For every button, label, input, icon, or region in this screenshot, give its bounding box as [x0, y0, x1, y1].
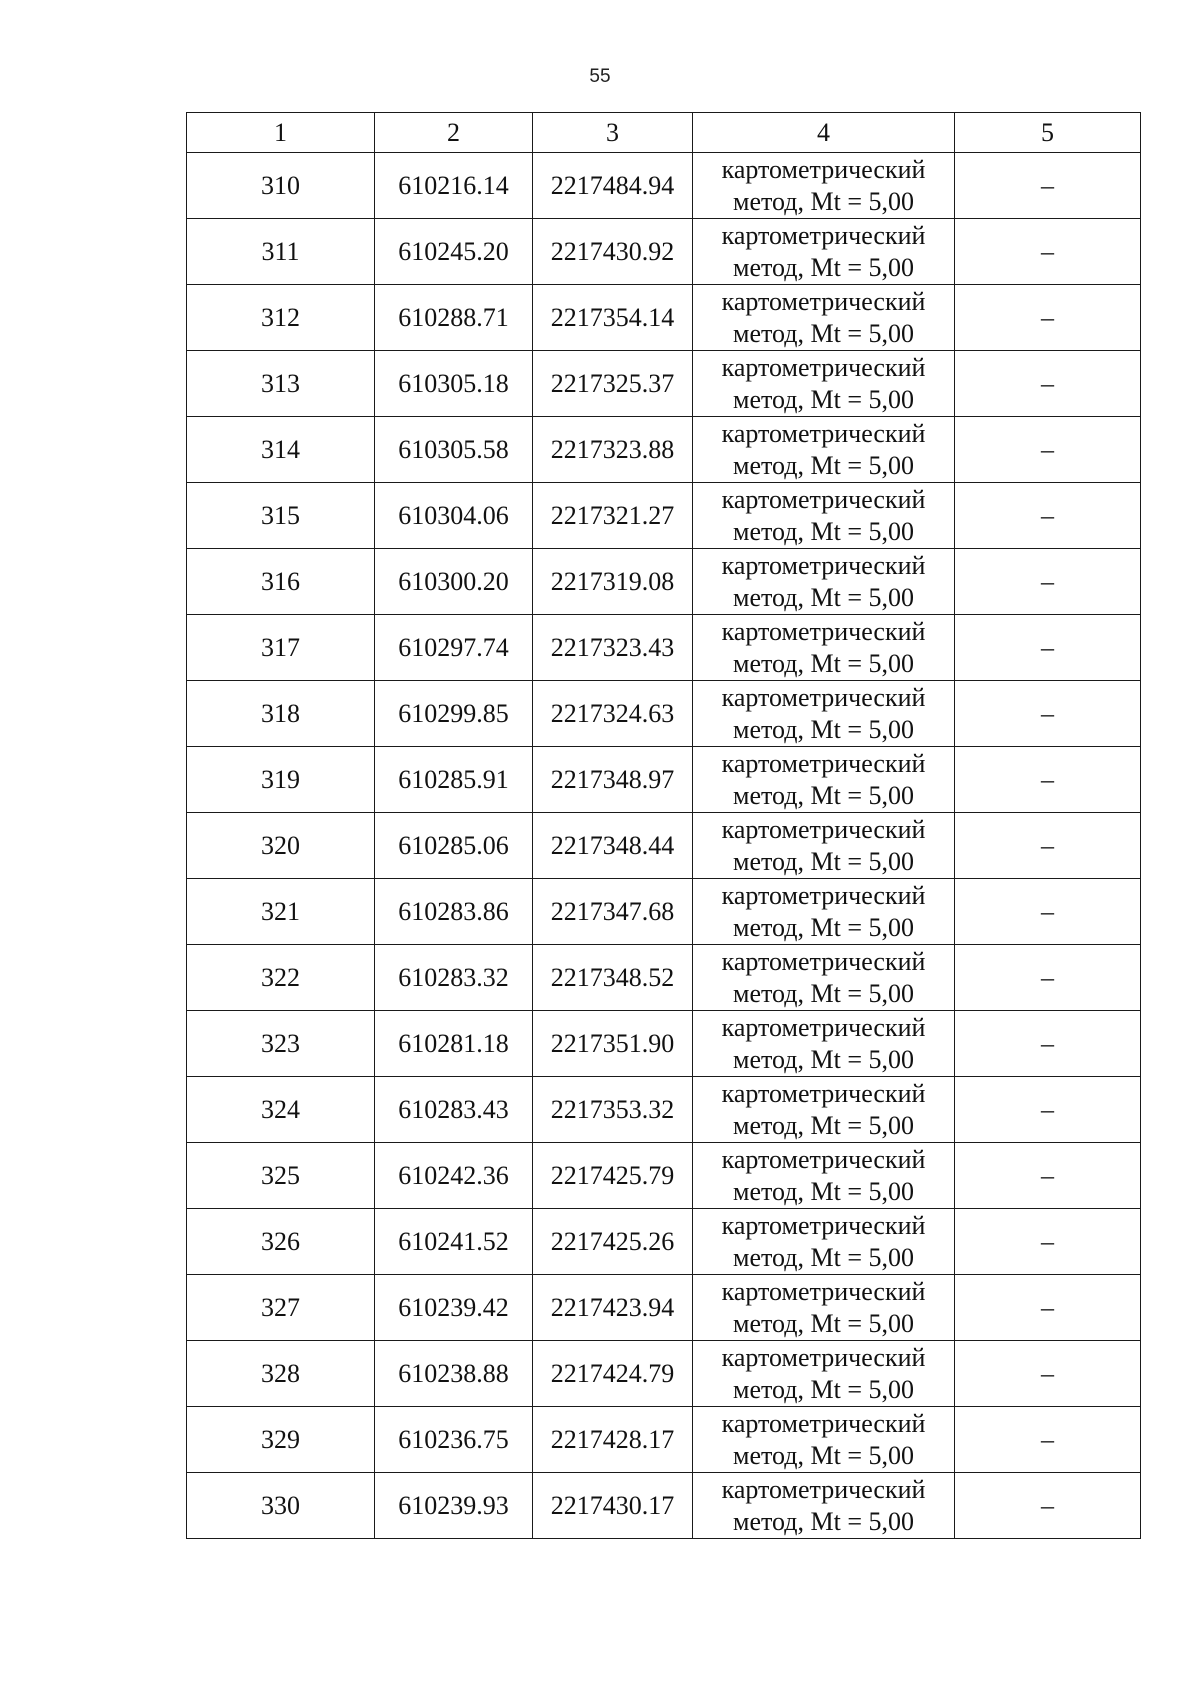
- table-row: [187, 417, 1141, 483]
- x-coordinate-cell: 610283.86: [375, 879, 533, 945]
- x-coordinate-cell: 610283.43: [375, 1077, 533, 1143]
- method-line-1: картометрический: [721, 682, 926, 712]
- header-col-2: 2: [375, 113, 533, 153]
- y-coordinate-cell: 2217348.52: [533, 945, 693, 1011]
- note-cell: –: [955, 813, 1141, 879]
- point-number-cell: 323: [187, 1011, 375, 1077]
- x-coordinate-cell: 610285.91: [375, 747, 533, 813]
- method-line-2: метод, Mt = 5,00: [733, 450, 914, 480]
- y-coordinate-cell: 2217425.79: [533, 1143, 693, 1209]
- point-number-cell: 322: [187, 945, 375, 1011]
- coordinates-table: [186, 112, 1141, 1539]
- point-number-cell: 321: [187, 879, 375, 945]
- table-row: [187, 1407, 1141, 1473]
- method-cell: [693, 747, 955, 813]
- y-coordinate-cell: 2217325.37: [533, 351, 693, 417]
- method-line-2: метод, Mt = 5,00: [733, 516, 914, 546]
- note-cell: –: [955, 1341, 1141, 1407]
- x-coordinate-cell: 610300.20: [375, 549, 533, 615]
- note-cell: –: [955, 747, 1141, 813]
- method-line-2: метод, Mt = 5,00: [733, 1110, 914, 1140]
- note-cell: –: [955, 945, 1141, 1011]
- note-cell: –: [955, 615, 1141, 681]
- point-number-cell: 325: [187, 1143, 375, 1209]
- header-col-5: 5: [955, 113, 1141, 153]
- note-cell: –: [955, 483, 1141, 549]
- method-line-1: картометрический: [721, 1012, 926, 1042]
- table-row: [187, 945, 1141, 1011]
- header-col-4: 4: [693, 113, 955, 153]
- note-cell: –: [955, 1143, 1141, 1209]
- x-coordinate-cell: 610239.93: [375, 1473, 533, 1539]
- x-coordinate-cell: 610242.36: [375, 1143, 533, 1209]
- point-number-cell: 313: [187, 351, 375, 417]
- point-number-cell: 310: [187, 153, 375, 219]
- x-coordinate-cell: 610236.75: [375, 1407, 533, 1473]
- y-coordinate-cell: 2217348.44: [533, 813, 693, 879]
- y-coordinate-cell: 2217348.97: [533, 747, 693, 813]
- note-cell: –: [955, 417, 1141, 483]
- method-cell: [693, 219, 955, 285]
- method-line-1: картометрический: [721, 1276, 926, 1306]
- point-number-cell: 324: [187, 1077, 375, 1143]
- method-line-2: метод, Mt = 5,00: [733, 1374, 914, 1404]
- method-cell: [693, 483, 955, 549]
- x-coordinate-cell: 610285.06: [375, 813, 533, 879]
- method-line-1: картометрический: [721, 550, 926, 580]
- method-line-1: картометрический: [721, 1144, 926, 1174]
- y-coordinate-cell: 2217354.14: [533, 285, 693, 351]
- method-line-2: метод, Mt = 5,00: [733, 1176, 914, 1206]
- x-coordinate-cell: 610238.88: [375, 1341, 533, 1407]
- point-number-cell: 312: [187, 285, 375, 351]
- note-cell: –: [955, 1275, 1141, 1341]
- method-cell: [693, 549, 955, 615]
- method-line-2: метод, Mt = 5,00: [733, 1506, 914, 1536]
- note-cell: –: [955, 681, 1141, 747]
- method-cell: [693, 1473, 955, 1539]
- y-coordinate-cell: 2217347.68: [533, 879, 693, 945]
- method-line-1: картометрический: [721, 814, 926, 844]
- table-row: [187, 879, 1141, 945]
- method-cell: [693, 813, 955, 879]
- note-cell: –: [955, 1407, 1141, 1473]
- table-row: [187, 615, 1141, 681]
- y-coordinate-cell: 2217430.92: [533, 219, 693, 285]
- point-number-cell: 316: [187, 549, 375, 615]
- x-coordinate-cell: 610288.71: [375, 285, 533, 351]
- table-row: [187, 1209, 1141, 1275]
- method-cell: [693, 879, 955, 945]
- point-number-cell: 311: [187, 219, 375, 285]
- method-line-2: метод, Mt = 5,00: [733, 846, 914, 876]
- x-coordinate-cell: 610216.14: [375, 153, 533, 219]
- method-cell: [693, 1341, 955, 1407]
- method-cell: [693, 1011, 955, 1077]
- method-line-2: метод, Mt = 5,00: [733, 1308, 914, 1338]
- x-coordinate-cell: 610304.06: [375, 483, 533, 549]
- point-number-cell: 317: [187, 615, 375, 681]
- method-line-1: картометрический: [721, 616, 926, 646]
- table-row: [187, 681, 1141, 747]
- method-line-2: метод, Mt = 5,00: [733, 1044, 914, 1074]
- method-line-2: метод, Mt = 5,00: [733, 1440, 914, 1470]
- point-number-cell: 318: [187, 681, 375, 747]
- x-coordinate-cell: 610241.52: [375, 1209, 533, 1275]
- method-line-2: метод, Mt = 5,00: [733, 978, 914, 1008]
- method-line-1: картометрический: [721, 418, 926, 448]
- point-number-cell: 329: [187, 1407, 375, 1473]
- point-number-cell: 314: [187, 417, 375, 483]
- table-row: [187, 1275, 1141, 1341]
- y-coordinate-cell: 2217425.26: [533, 1209, 693, 1275]
- method-cell: [693, 351, 955, 417]
- table-row: [187, 1341, 1141, 1407]
- note-cell: –: [955, 549, 1141, 615]
- table-row: [187, 1077, 1141, 1143]
- method-line-2: метод, Mt = 5,00: [733, 318, 914, 348]
- method-cell: [693, 285, 955, 351]
- table-header-row: [187, 113, 1141, 153]
- method-line-2: метод, Mt = 5,00: [733, 648, 914, 678]
- method-line-1: картометрический: [721, 484, 926, 514]
- y-coordinate-cell: 2217351.90: [533, 1011, 693, 1077]
- method-cell: [693, 153, 955, 219]
- point-number-cell: 315: [187, 483, 375, 549]
- page-number: 55: [589, 66, 611, 87]
- point-number-cell: 320: [187, 813, 375, 879]
- method-cell: [693, 681, 955, 747]
- note-cell: –: [955, 879, 1141, 945]
- y-coordinate-cell: 2217319.08: [533, 549, 693, 615]
- method-cell: [693, 945, 955, 1011]
- method-line-1: картометрический: [721, 1408, 926, 1438]
- table-row: [187, 1011, 1141, 1077]
- method-line-1: картометрический: [721, 220, 926, 250]
- note-cell: –: [955, 351, 1141, 417]
- point-number-cell: 319: [187, 747, 375, 813]
- y-coordinate-cell: 2217353.32: [533, 1077, 693, 1143]
- note-cell: –: [955, 1473, 1141, 1539]
- method-cell: [693, 1275, 955, 1341]
- method-line-2: метод, Mt = 5,00: [733, 1242, 914, 1272]
- y-coordinate-cell: 2217430.17: [533, 1473, 693, 1539]
- method-line-1: картометрический: [721, 1342, 926, 1372]
- y-coordinate-cell: 2217323.88: [533, 417, 693, 483]
- method-line-1: картометрический: [721, 352, 926, 382]
- method-line-2: метод, Mt = 5,00: [733, 186, 914, 216]
- table-row: [187, 351, 1141, 417]
- x-coordinate-cell: 610245.20: [375, 219, 533, 285]
- y-coordinate-cell: 2217323.43: [533, 615, 693, 681]
- note-cell: –: [955, 1209, 1141, 1275]
- y-coordinate-cell: 2217424.79: [533, 1341, 693, 1407]
- note-cell: –: [955, 285, 1141, 351]
- x-coordinate-cell: 610281.18: [375, 1011, 533, 1077]
- method-cell: [693, 417, 955, 483]
- table-row: [187, 1473, 1141, 1539]
- note-cell: –: [955, 219, 1141, 285]
- table-row: [187, 813, 1141, 879]
- point-number-cell: 330: [187, 1473, 375, 1539]
- y-coordinate-cell: 2217321.27: [533, 483, 693, 549]
- table-row: [187, 747, 1141, 813]
- method-line-2: метод, Mt = 5,00: [733, 582, 914, 612]
- x-coordinate-cell: 610305.58: [375, 417, 533, 483]
- table-row: [187, 153, 1141, 219]
- method-line-1: картометрический: [721, 1210, 926, 1240]
- note-cell: –: [955, 153, 1141, 219]
- table-row: [187, 549, 1141, 615]
- method-cell: [693, 1209, 955, 1275]
- x-coordinate-cell: 610239.42: [375, 1275, 533, 1341]
- method-cell: [693, 1143, 955, 1209]
- note-cell: –: [955, 1011, 1141, 1077]
- header-col-3: 3: [533, 113, 693, 153]
- point-number-cell: 328: [187, 1341, 375, 1407]
- table-row: [187, 219, 1141, 285]
- method-line-2: метод, Mt = 5,00: [733, 384, 914, 414]
- method-cell: [693, 615, 955, 681]
- method-line-1: картометрический: [721, 286, 926, 316]
- method-line-1: картометрический: [721, 1078, 926, 1108]
- note-cell: –: [955, 1077, 1141, 1143]
- method-line-1: картометрический: [721, 154, 926, 184]
- x-coordinate-cell: 610299.85: [375, 681, 533, 747]
- point-number-cell: 327: [187, 1275, 375, 1341]
- table-row: [187, 483, 1141, 549]
- table-body: [187, 153, 1141, 1539]
- y-coordinate-cell: 2217423.94: [533, 1275, 693, 1341]
- x-coordinate-cell: 610305.18: [375, 351, 533, 417]
- method-line-1: картометрический: [721, 946, 926, 976]
- table-row: [187, 285, 1141, 351]
- x-coordinate-cell: 610283.32: [375, 945, 533, 1011]
- x-coordinate-cell: 610297.74: [375, 615, 533, 681]
- point-number-cell: 326: [187, 1209, 375, 1275]
- y-coordinate-cell: 2217324.63: [533, 681, 693, 747]
- method-cell: [693, 1077, 955, 1143]
- method-line-1: картометрический: [721, 748, 926, 778]
- table-row: [187, 1143, 1141, 1209]
- method-cell: [693, 1407, 955, 1473]
- method-line-2: метод, Mt = 5,00: [733, 912, 914, 942]
- method-line-2: метод, Mt = 5,00: [733, 780, 914, 810]
- method-line-2: метод, Mt = 5,00: [733, 252, 914, 282]
- header-col-1: 1: [187, 113, 375, 153]
- y-coordinate-cell: 2217484.94: [533, 153, 693, 219]
- method-line-1: картометрический: [721, 880, 926, 910]
- method-line-2: метод, Mt = 5,00: [733, 714, 914, 744]
- y-coordinate-cell: 2217428.17: [533, 1407, 693, 1473]
- method-line-1: картометрический: [721, 1474, 926, 1504]
